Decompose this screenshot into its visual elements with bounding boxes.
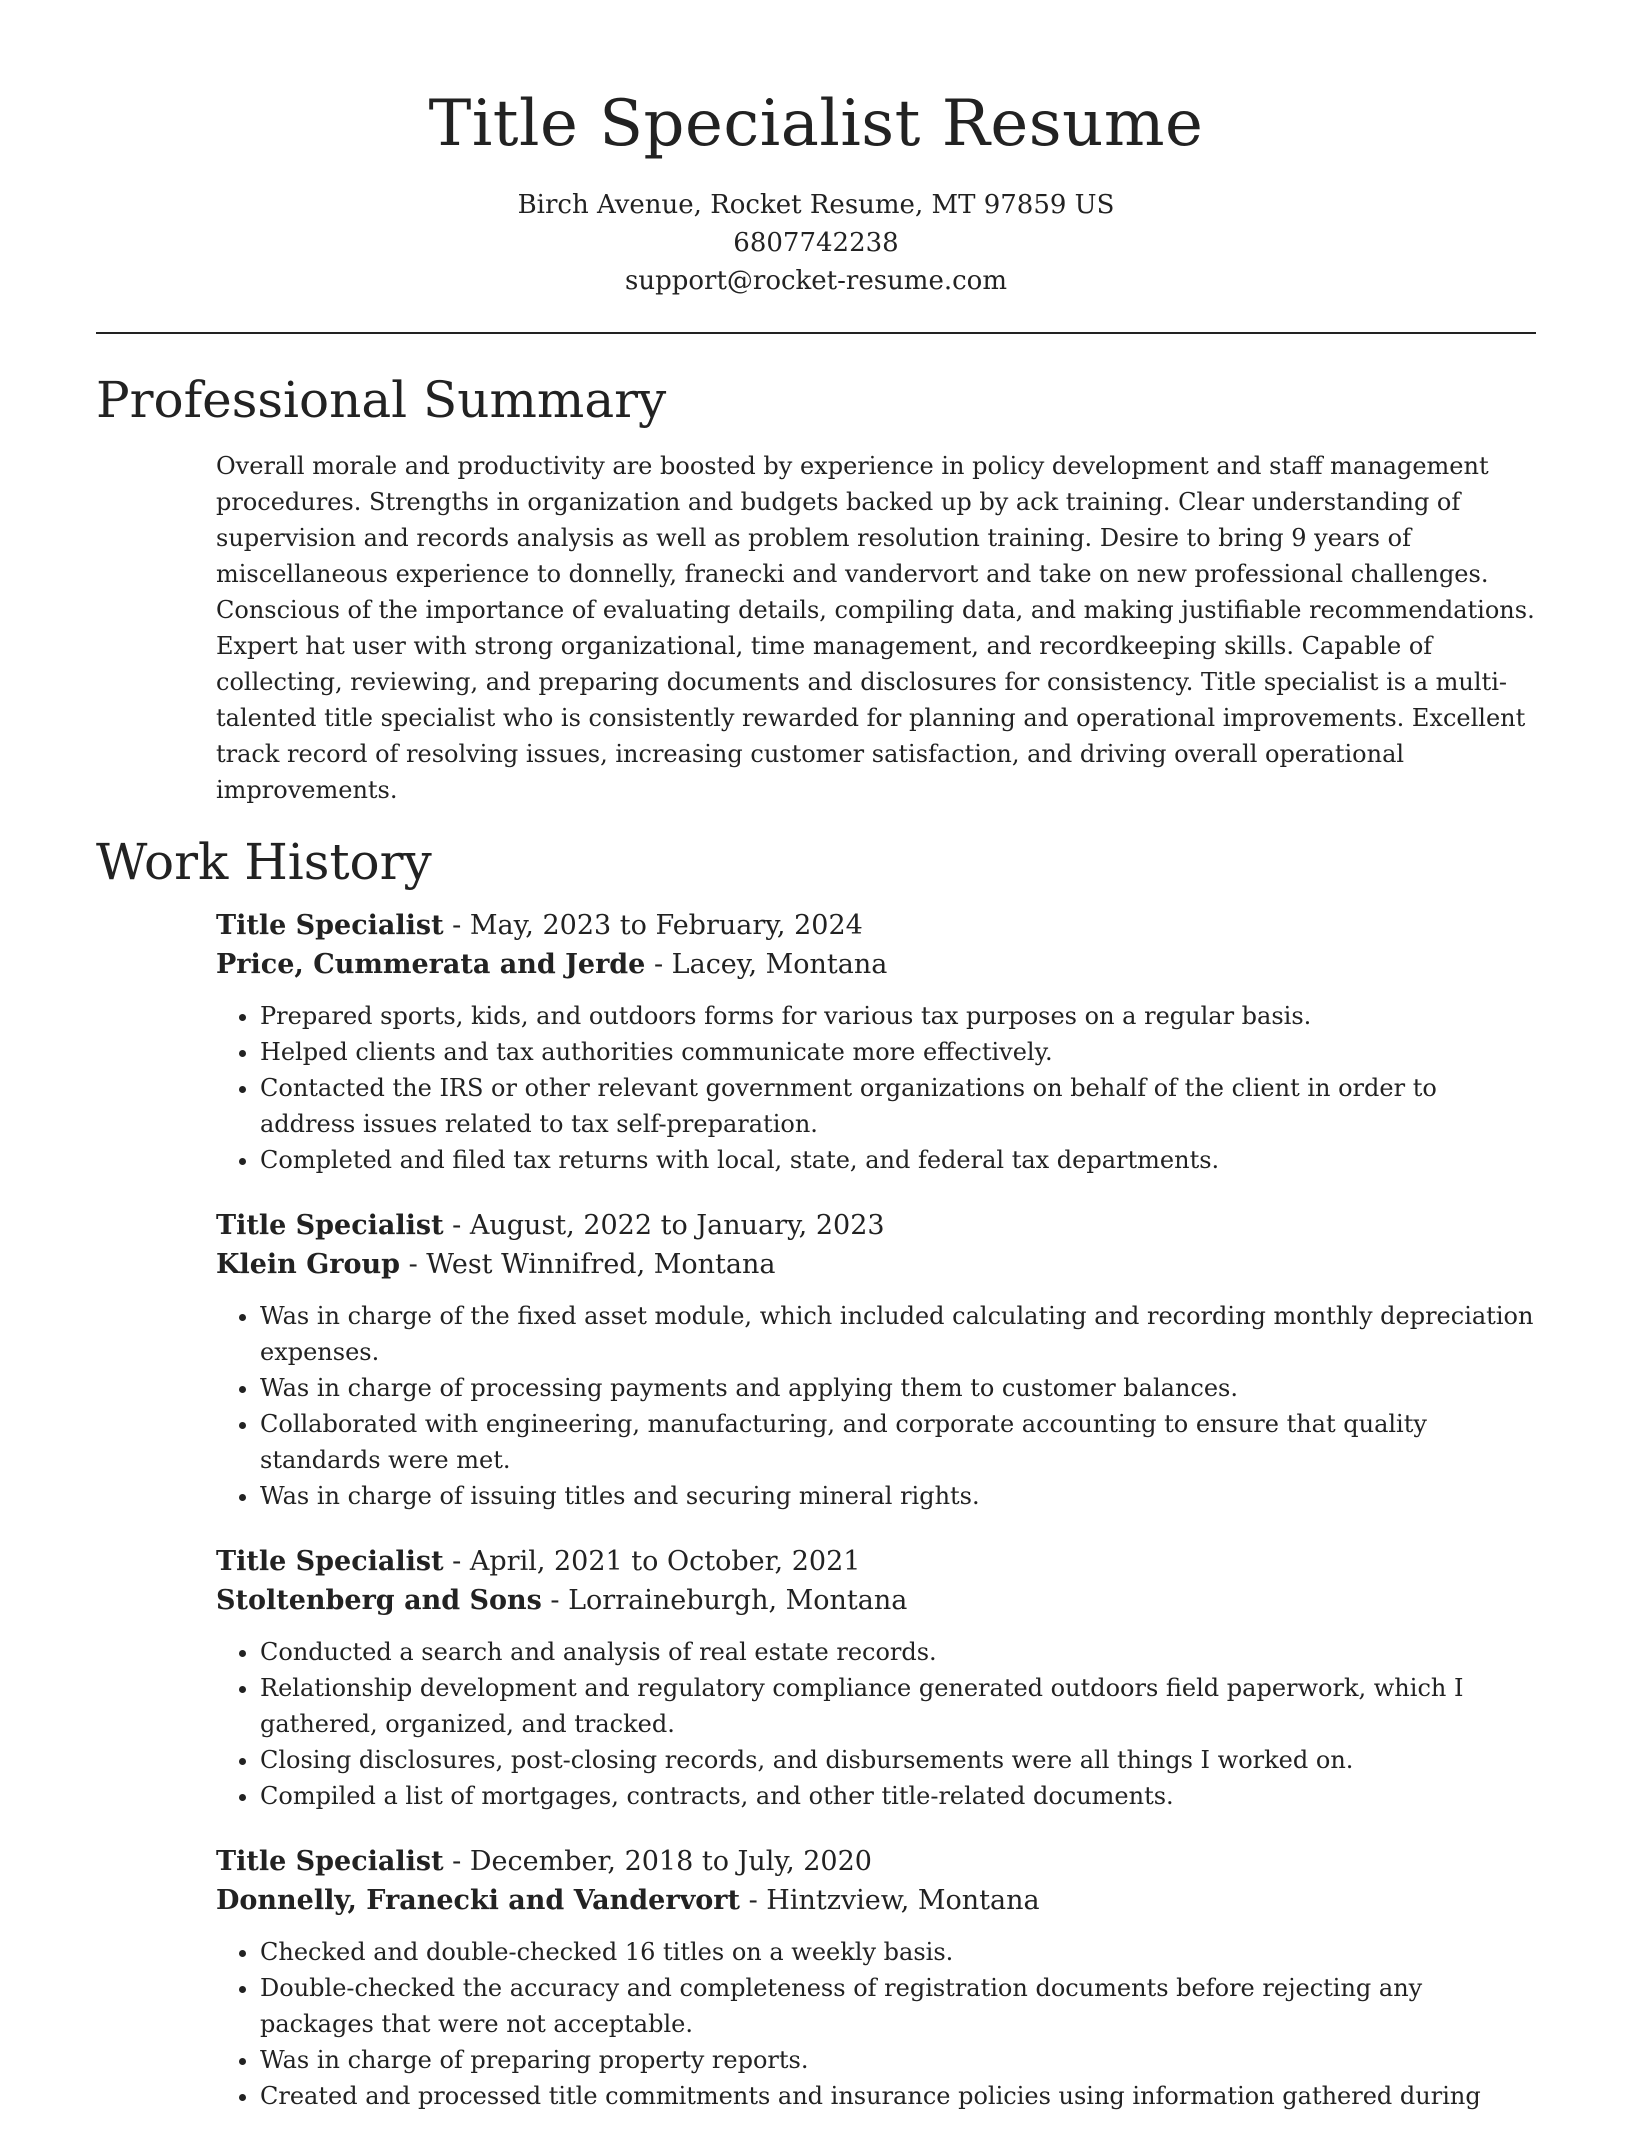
duty-item: • Checked and double-checked 16 titles on a weekly basis. [260, 1934, 1536, 1970]
job-title: Title Specialist [216, 1846, 444, 1877]
duty-item: • Closing disclosures, post-closing records, and disbursements were all things I worked on. [260, 1742, 1536, 1778]
address: Birch Avenue, Rocket Resume, MT 97859 US [517, 190, 1115, 220]
job-company-line [216, 1881, 1536, 1920]
job-title: Title Specialist [216, 910, 444, 941]
duty-item: • Was in charge of preparing property reports. [260, 2042, 1536, 2078]
duty-item: • Conducted a search and analysis of real estate records. [260, 1634, 1536, 1670]
duty-item: • Contacted the IRS or other relevant government organizations on behalf of the client in order to address issues related to tax self-preparation. [260, 1070, 1536, 1142]
resume-header [96, 0, 1536, 300]
summary-text: Overall morale and productivity are boosted by experience in policy development and staff management procedures. Strengths in organization and budgets backed up by ack training. Clear understanding of supervision and records analysis as well as problem resolution training. Desire to bring 9 years of miscellaneous experience to donnelly, franecki and vandervort and take on new professional challenges. Conscious of the importance of evaluating details, compiling data, and making justifiable recommendations. Expert hat user with strong organizational, time management, and recordkeeping skills. Capable of collecting, reviewing, and preparing documents and disclosures for consistency. Title specialist is a multi-talented title specialist who is consistently rewarded for planning and operational improvements. Excellent track record of resolving issues, increasing customer satisfaction, and driving overall operational improvements. [216, 452, 1535, 804]
contact-info [96, 186, 1536, 300]
phone: 6807742238 [733, 228, 899, 258]
job-duties [216, 1934, 1536, 2114]
job-company-line [216, 1581, 1536, 1620]
job-entry [216, 1206, 1536, 1514]
job-title: Title Specialist [216, 1546, 444, 1577]
job-entry [216, 906, 1536, 1178]
job-entry [216, 1542, 1536, 1814]
job-dates: - May, 2023 to February, 2024 [443, 910, 863, 941]
job-company: Klein Group [216, 1249, 400, 1280]
job-company-line [216, 1245, 1536, 1284]
job-title-line [216, 1842, 1536, 1881]
job-dates: - December, 2018 to July, 2020 [443, 1846, 872, 1877]
job-company: Stoltenberg and Sons [216, 1585, 542, 1616]
job-duties [216, 998, 1536, 1178]
job-dates: - August, 2022 to January, 2023 [443, 1210, 885, 1241]
work-history-list [216, 906, 1536, 2114]
job-location: - West Winnifred, Montana [400, 1249, 776, 1280]
duty-item: • Compiled a list of mortgages, contracts, and other title-related documents. [260, 1778, 1536, 1814]
header-divider [96, 332, 1536, 334]
duty-item: • Helped clients and tax authorities communicate more effectively. [260, 1034, 1536, 1070]
summary-heading: Professional Summary [96, 371, 667, 429]
job-company-line [216, 945, 1536, 984]
job-company: Price, Cummerata and Jerde [216, 949, 646, 980]
job-entry [216, 1842, 1536, 2114]
job-dates: - April, 2021 to October, 2021 [443, 1546, 861, 1577]
duty-item: • Completed and filed tax returns with local, state, and federal tax departments. [260, 1142, 1536, 1178]
job-title-line [216, 1206, 1536, 1245]
duty-item: • Was in charge of processing payments and applying them to customer balances. [260, 1370, 1536, 1406]
duty-item: • Prepared sports, kids, and outdoors forms for various tax purposes on a regular basis. [260, 998, 1536, 1034]
job-location: - Hintzview, Montana [739, 1885, 1040, 1916]
job-title-line [216, 906, 1536, 945]
job-duties [216, 1298, 1536, 1514]
email: support@rocket-resume.com [624, 266, 1007, 296]
job-location: - Lorraineburgh, Montana [541, 1585, 908, 1616]
duty-item: • Double-checked the accuracy and completeness of registration documents before rejecting any packages that were not acceptable. [260, 1970, 1536, 2042]
duty-item: • Was in charge of the fixed asset module, which included calculating and recording monthly depreciation expenses. [260, 1298, 1536, 1370]
job-location: - Lacey, Montana [645, 949, 888, 980]
duty-item: • Relationship development and regulatory compliance generated outdoors field paperwork, which I gathered, organized, and tracked. [260, 1670, 1536, 1742]
duty-item: • Was in charge of issuing titles and securing mineral rights. [260, 1478, 1536, 1514]
job-duties [216, 1634, 1536, 1814]
job-title-line [216, 1542, 1536, 1581]
work-history-heading: Work History [96, 833, 432, 891]
duty-item: • Collaborated with engineering, manufacturing, and corporate accounting to ensure that quality standards were met. [260, 1406, 1536, 1478]
job-title: Title Specialist [216, 1210, 444, 1241]
job-company: Donnelly, Franecki and Vandervort [216, 1885, 740, 1916]
duty-item: • Created and processed title commitments and insurance policies using information gathered during [260, 2078, 1536, 2114]
resume-page [96, 0, 1536, 2142]
resume-title: Title Specialist Resume [428, 87, 1204, 161]
